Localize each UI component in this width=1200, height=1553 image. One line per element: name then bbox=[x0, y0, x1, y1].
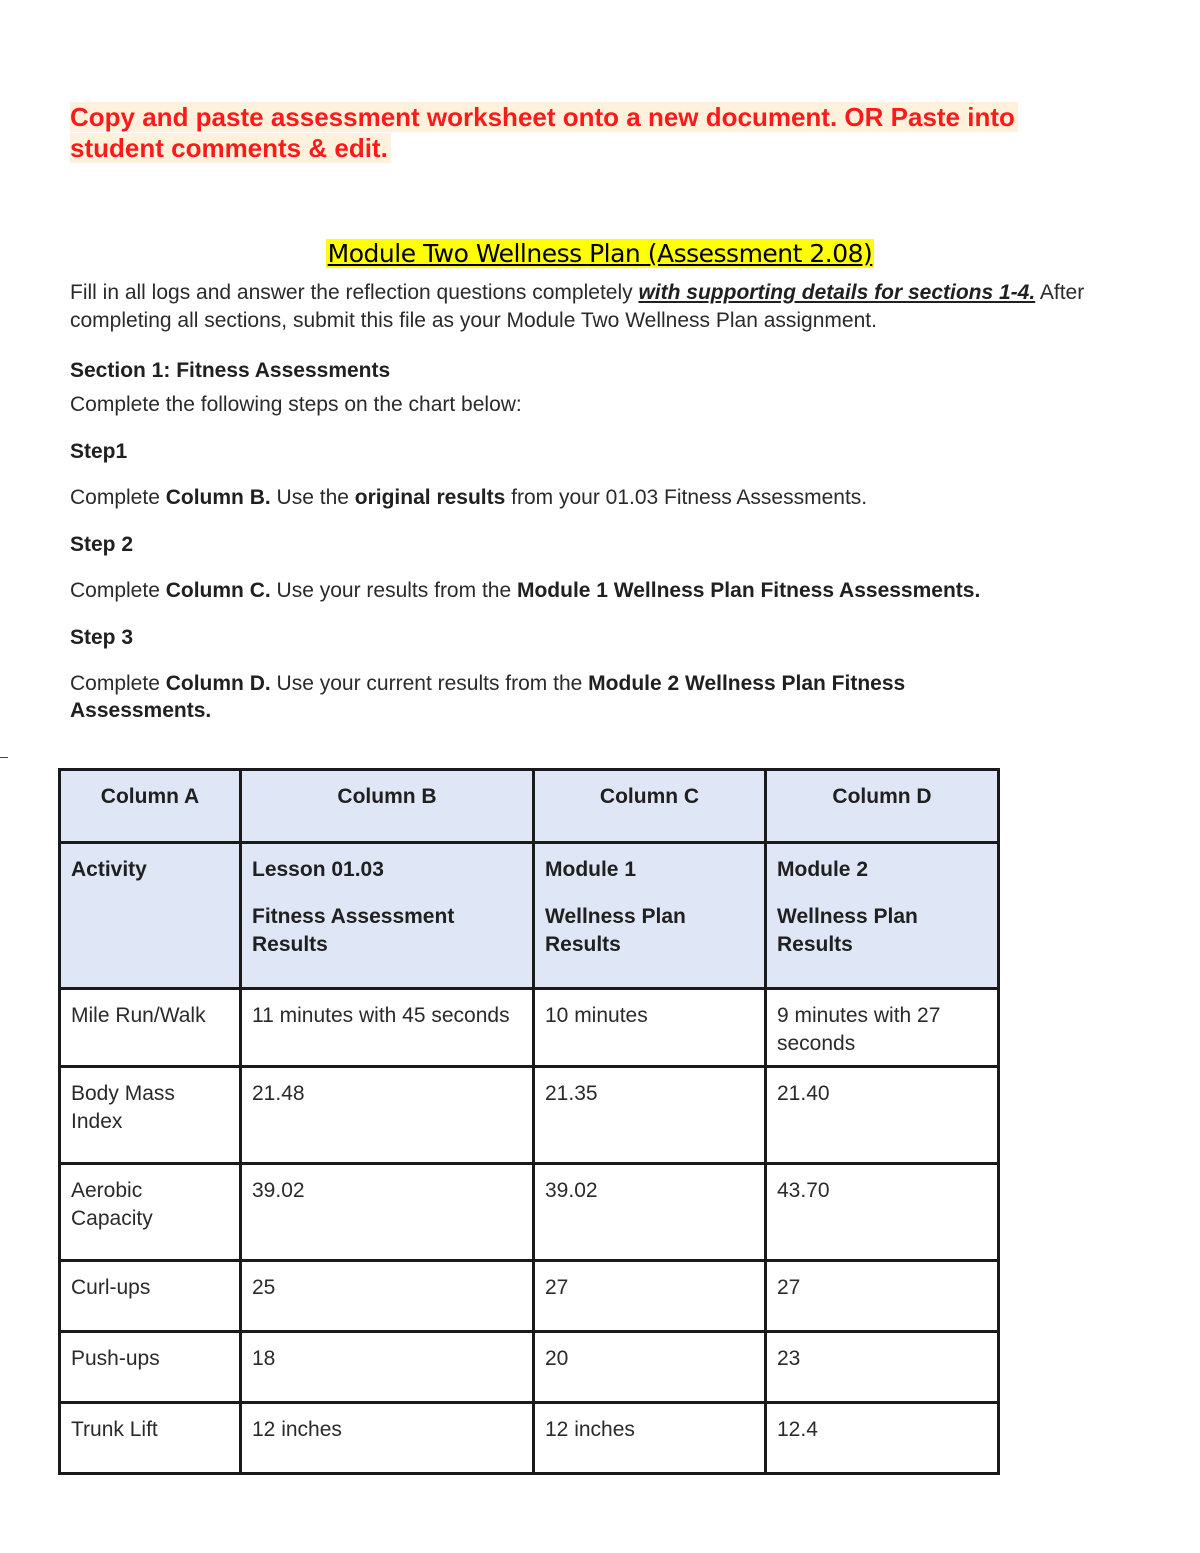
module1-header bbox=[534, 843, 766, 989]
activity-cell[interactable]: Aerobic Capacity bbox=[60, 1164, 241, 1261]
column-b-cell[interactable]: 25 bbox=[241, 1261, 534, 1332]
section1-heading-text: Section 1: Fitness Assessments bbox=[70, 359, 391, 382]
table-row bbox=[60, 1067, 999, 1164]
step3-label-text: Step 3 bbox=[70, 626, 134, 649]
section1-instruction: Complete the following steps on the chart below: bbox=[70, 393, 522, 416]
step3-text bbox=[70, 670, 1050, 724]
column-c-cell[interactable]: 27 bbox=[534, 1261, 766, 1332]
activity-cell[interactable]: Trunk Lift bbox=[60, 1403, 241, 1474]
step2-t2: Use your results from the bbox=[270, 579, 517, 602]
column-d-cell[interactable]: 23 bbox=[766, 1332, 999, 1403]
activity-cell[interactable]: Body Mass Index bbox=[60, 1067, 241, 1164]
step3-label bbox=[70, 624, 1130, 651]
module1-header-line2: Wellness Plan Results bbox=[545, 905, 686, 956]
column-b-cell[interactable]: 11 minutes with 45 seconds bbox=[241, 989, 534, 1067]
step1-b2: original results bbox=[354, 486, 506, 509]
step1-label bbox=[70, 438, 1130, 465]
notice-text: Copy and paste assessment worksheet onto a new document. OR Paste into student comments & edit. bbox=[70, 102, 1018, 163]
step1-b1: Column B. bbox=[165, 486, 271, 509]
table-row bbox=[60, 989, 999, 1067]
step2-label-text: Step 2 bbox=[70, 533, 134, 556]
module2-header-line1: Module 2 bbox=[777, 858, 869, 881]
module1-header-line1: Module 1 bbox=[545, 858, 637, 881]
step1-text bbox=[70, 484, 1130, 511]
step1-t2: Use the bbox=[270, 486, 355, 509]
copy-paste-notice bbox=[70, 102, 1080, 164]
step1-t3: from your 01.03 Fitness Assessments. bbox=[505, 486, 868, 509]
activity-cell[interactable]: Mile Run/Walk bbox=[60, 989, 241, 1067]
module2-header-line2: Wellness Plan Results bbox=[777, 905, 918, 956]
intro-text-2: After completing all sections, submit this file as your Module Two Wellness Plan assignment. bbox=[70, 281, 1085, 332]
step1-label-text: Step1 bbox=[70, 440, 128, 463]
activity-header bbox=[60, 843, 241, 989]
section1-heading bbox=[70, 357, 1130, 384]
document-title bbox=[0, 236, 1200, 272]
activity-header-text: Activity bbox=[71, 858, 147, 881]
step2-b2: Module 1 Wellness Plan Fitness Assessments. bbox=[516, 579, 981, 602]
step3-t1: Complete bbox=[70, 672, 166, 695]
lesson-header bbox=[241, 843, 534, 989]
step3-b2: Module 2 Wellness Plan Fitness Assessments. bbox=[70, 672, 906, 722]
column-b-cell[interactable]: 18 bbox=[241, 1332, 534, 1403]
table-row bbox=[60, 1261, 999, 1332]
step1-t1: Complete bbox=[70, 486, 166, 509]
column-b-header: Column B bbox=[241, 770, 534, 843]
intro-emphasis: with supporting details for sections 1-4. bbox=[638, 281, 1036, 304]
column-d-header: Column D bbox=[766, 770, 999, 843]
lesson-header-line2: Fitness Assessment Results bbox=[252, 905, 455, 956]
column-d-cell[interactable]: 27 bbox=[766, 1261, 999, 1332]
column-c-cell[interactable]: 21.35 bbox=[534, 1067, 766, 1164]
column-c-cell[interactable]: 39.02 bbox=[534, 1164, 766, 1261]
column-c-cell[interactable]: 12 inches bbox=[534, 1403, 766, 1474]
margin-mark bbox=[0, 757, 8, 758]
column-d-cell[interactable]: 43.70 bbox=[766, 1164, 999, 1261]
step2-b1: Column C. bbox=[165, 579, 271, 602]
table-row bbox=[60, 1332, 999, 1403]
intro-text-1: Fill in all logs and answer the reflection questions completely bbox=[70, 281, 639, 304]
step2-label bbox=[70, 531, 1130, 558]
step3-b1: Column D. bbox=[165, 672, 271, 695]
step3-t2: Use your current results from the bbox=[270, 672, 589, 695]
intro-paragraph bbox=[70, 279, 1120, 335]
column-c-cell[interactable]: 20 bbox=[534, 1332, 766, 1403]
column-c-cell[interactable]: 10 minutes bbox=[534, 989, 766, 1067]
column-d-cell[interactable]: 9 minutes with 27 seconds bbox=[766, 989, 999, 1067]
subheader-row bbox=[60, 843, 999, 989]
column-d-cell[interactable]: 21.40 bbox=[766, 1067, 999, 1164]
column-a-header: Column A bbox=[60, 770, 241, 843]
step2-text bbox=[70, 577, 1130, 604]
module2-header bbox=[766, 843, 999, 989]
step2-t1: Complete bbox=[70, 579, 166, 602]
document-title-text: Module Two Wellness Plan (Assessment 2.08) bbox=[327, 239, 873, 268]
fitness-results-table bbox=[58, 768, 1000, 1475]
table-row bbox=[60, 1164, 999, 1261]
column-d-cell[interactable]: 12.4 bbox=[766, 1403, 999, 1474]
activity-cell[interactable]: Curl-ups bbox=[60, 1261, 241, 1332]
column-b-cell[interactable]: 39.02 bbox=[241, 1164, 534, 1261]
column-b-cell[interactable]: 12 inches bbox=[241, 1403, 534, 1474]
column-c-header: Column C bbox=[534, 770, 766, 843]
activity-cell[interactable]: Push-ups bbox=[60, 1332, 241, 1403]
column-header-row bbox=[60, 770, 999, 843]
table-row bbox=[60, 1403, 999, 1474]
lesson-header-line1: Lesson 01.03 bbox=[252, 858, 384, 881]
column-b-cell[interactable]: 21.48 bbox=[241, 1067, 534, 1164]
